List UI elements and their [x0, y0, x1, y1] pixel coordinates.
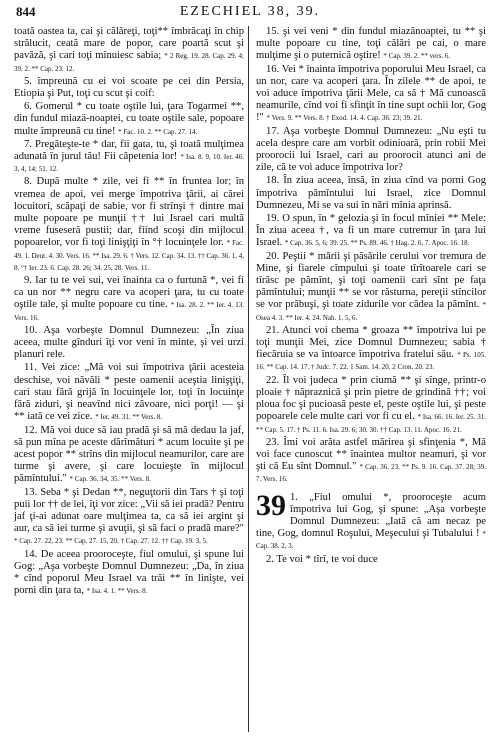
verse-paragraph — [14, 325, 244, 362]
cross-reference: * Cap. 39. 2. ** vers. 6. — [383, 52, 451, 61]
cross-reference: * Isa. 66. 16. Ier. 25. 31. ** Cap. 5. 17. † Ps. 11. 6. Isa. 29. 6; 30. 30. †† Cap. 13. 11. Apoc. 16. 21. — [256, 413, 486, 434]
verse-paragraph — [256, 26, 486, 63]
verse-paragraph — [14, 26, 244, 75]
verse-text: 11. Vei zice: „Mă voi sui împotriva ţării acesteia deschise, voi năvăli * peste oamenii aceştia linişţiţi, cari stau fără grijă în locuinţele lor, toţi în locuinţe fără ziduri, şi neavînd nici zăvoare, nici porţi! — şi ** iată ce vei zice. — [14, 362, 244, 423]
verse-paragraph — [14, 76, 244, 100]
left-column — [14, 26, 244, 598]
cross-reference: * Isa. 8. 9, 10. Ier. 46. 3, 4, 14; 51. 12. — [14, 153, 244, 174]
cross-reference: * Ier. 49. 31. ** Vers. 8. — [95, 413, 163, 422]
right-column — [256, 26, 486, 567]
running-head: EZECHIEL 38, 39. — [179, 4, 321, 19]
verse-text: 23. Îmi voi arăta astfel mărirea şi sfinţenia *, Mă voi face cunoscut ** înaintea multor neamuri, şi vor şti că Eu sînt Domnul." — [256, 436, 486, 473]
column-divider — [248, 26, 249, 732]
cross-reference: * Osea 4. 3. ** Ier. 4. 24. Nah. 1. 5, 6. — [256, 301, 486, 322]
verse-paragraph — [256, 437, 486, 486]
cross-reference: * Cap. 36. 23. ** Ps. 9. 16. Cap. 37. 28; 39. 7. Vers. 16. — [256, 463, 486, 484]
verse-paragraph — [14, 487, 244, 548]
verse-text: 5. împreună cu ei voi scoate pe cei din Persia, Etiopia şi Put, toţi cu scut şi coif: — [14, 75, 244, 100]
verse-text: 19. O spun, în * gelozia şi în focul mîniei ** Mele: În ziua aceea †, va fi un mare cutremur în ţara lui Israel. — [256, 213, 486, 249]
verse-paragraph — [256, 251, 486, 324]
chapter-39-verse-1 — [256, 488, 486, 553]
verse-text: 12. Mă voi duce să iau pradă şi să mă dedau la jaf, să pun mîna pe aceste dărîmături * acum locuite şi pe acest popor ** strîns din mijlocul neamurilor, care are turme şi avere, şi care locuieşte în mijlocul pămîntului." — [14, 424, 244, 485]
verse-text: 16. Vei * înainta împotriva poporului Meu Israel, ca un nor, care va acoperi ţara. În zilele ** de apoi, te voi aduce împotriva ţării Mele, ca să † Mă cunoască neamurile, cînd voi fi sfinţit în tine supt ochii lor, Gog !" — [256, 63, 486, 124]
verse-paragraph — [256, 126, 486, 175]
verse-paragraph — [14, 101, 244, 138]
verse-text: 22. Îl voi judeca * prin ciumă ** şi sînge, printr-o ploaie † năpraznică şi prin pietre de grindină ††; voi ploua foc şi pucioasă peste el, peste oştile lui, şi peste popoarele cele multe cari vor fi cu el. — [256, 374, 486, 423]
verse-paragraph — [256, 325, 486, 374]
cross-reference: * Cap. 36. 5, 6; 39. 25. ** Ps. 89. 46. † Hag. 2. 6, 7. Apoc. 16. 18. — [284, 239, 470, 248]
verse-paragraph — [14, 425, 244, 486]
verse-text: 10. Aşa vorbeşte Domnul Dumnezeu: „În ziua aceea, multe gînduri îţi vor veni în minte, şi vei urzi planuri rele. — [14, 324, 244, 361]
chapter-39-start — [256, 488, 486, 566]
verse-text: 18. În ziua aceea, însă, în ziua cînd va porni Gog împotriva pămîntului lui Israel, zice Domnul Dumnezeu, Mi se va sui în nări mînia aprinsă. — [256, 175, 486, 211]
cross-reference: * 2 Reg. 19. 28. Cap. 29. 4; 39. 2. ** Cap. 23. 12. — [14, 52, 244, 73]
chapter-number: 39 — [256, 488, 286, 522]
verse-text: 15. şi vei veni * din fundul miazănoaptei, tu ** şi multe popoare cu tine, toţi călări pe cai, o mare mulţime şi o puternică oştire! — [256, 26, 486, 62]
verse-text: 7. Pregăteşte-te * dar, fii gata, tu, şi toată mulţimea adunată în jurul tău! Fii căpetenia lor! — [14, 138, 244, 163]
verse-paragraph — [14, 139, 244, 176]
verse-paragraph — [14, 275, 244, 324]
verse-paragraph — [256, 213, 486, 250]
verse-text: 2. Te voi * tîrî, te voi duce — [266, 553, 378, 565]
verse-text: toată oastea ta, cai şi călăreţi, toţi** îmbrăcaţi în chip strălucit, ceată mare de popor, care poartă scut şi pavăză, şi cari toţi mînuiesc sabia; — [14, 26, 244, 62]
cross-reference: * Cap. 36. 34, 35. ** Vers. 8. — [69, 475, 151, 484]
verse-text: 9. Iar tu te vei sui, vei înainta ca o furtună *, vei fi ca un nor ** negru care va acoperi ţara, tu cu toate oştile tale, şi multe popoare cu tine. — [14, 275, 244, 311]
cross-reference: * Fac. 49. 1. Deut. 4. 30. Vers. 16. ** Isa. 29. 6. † Vers. 12. Cap. 34. 13. †† Cap. 36. 1, 4, 8. °† Ier. 23. 6. Cap. 28. 26; 34. 25, 28. Vers. 11. — [14, 239, 244, 272]
verse-text: 13. Seba * şi Dedan **, neguţtorii din Tars † şi toţi puii lor †† de lei, îţi vor zice: „Vii să iei pradă? Pentru jaf ţi-ai adunat oare mulţimea ta, ca să iei argint şi aur, ca să iei turme şi avuţii, şi să faci o pradă mare?" — [14, 486, 244, 535]
verse-text: 14. De aceea prooroceşte, fiul omului, şi spune lui Gog: „Aşa vorbeşte Domnul Dumnezeu: „Da, în ziua * cînd poporul Meu Israel va trăi ** în linişte, vei porni din ţara ta, — [14, 548, 244, 597]
verse-paragraph — [256, 64, 486, 125]
verse-text: 17. Aşa vorbeşte Domnul Dumnezeu: „Nu eşti tu acela despre care am vorbit odinioară, prin robii Mei proorocii lui Israel, cari au proorocit atunci ani de zile, că te voi aduce împotriva lor? — [256, 125, 486, 174]
verse-text: 6. Gomerul * cu toate oştile lui, ţara Togarmei **, din fundul miazä-noaptei, cu toate oştile sale, popoare multe împreună cu tine! — [14, 101, 244, 137]
cross-reference: * Cap. 38. 2, 3. — [256, 530, 486, 551]
verse-paragraph — [14, 362, 244, 423]
cross-reference: * Cap. 27. 22, 23. ** Cap. 27. 15, 20. † Cap. 27. 12. †† Cap. 19. 3, 5. — [14, 537, 208, 546]
verse-paragraph — [256, 375, 486, 436]
page-number: 844 — [16, 4, 36, 19]
verse-text: 8. După multe * zile, vei fi ** în fruntea lor; în vremea de apoi, vei merge împotriva ţării, ai cărei locuitori, scăpaţi de sabie, vor fi strînşi † dintre mai multe popoare pe munţii †† lui Israel cari multă vreme fuseseră pustii; dar, fiind scoşi din mijlocul popoarelor, vor fi toţi linişţiţi în °† locuinţele lor. — [14, 176, 244, 249]
cross-reference: * Isa. 28. 2. ** Ier. 4. 13. Vers. 16. — [14, 301, 245, 322]
verse-paragraph — [256, 175, 486, 212]
verse-text: 1. „Fiul omului *, prooroceşte acum împotriva lui Gog, şi spune: „Aşa vorbeşte Domnul Dumnezeu: „Iată că am necaz pe tine, Gog, domnul Roşului, Meşecului şi Tubalului ! — [256, 491, 486, 540]
chapter-39-verse-2 — [256, 554, 486, 566]
page-header — [16, 4, 484, 22]
cross-reference: * Fac. 10. 2. ** Cap. 27. 14. — [118, 127, 198, 136]
verse-text: 20. Peştii * mării şi păsările cerului vor tremura de Mine, şi fiarele cîmpului şi toate tîrîtoarele cari se tîrăsc pe pămînt, şi toţi oamenii cari sînt pe faţa pămîntului; munţii ** se vor răsturna, pereţii stîncilor se vor prăbuşi, şi toate zidurile vor cădea la pămînt. — [256, 250, 486, 311]
verse-text: 21. Atunci voi chema * groaza ** împotriva lui pe toţi munţii Mei, zice Domnul Dumnezeu; sabia † fiecăruia se va întoarce împotriva fratelui său. — [256, 324, 486, 361]
cross-reference: * Isa. 4. 1. ** Vers. 8. — [86, 587, 148, 596]
verse-paragraph — [14, 549, 244, 598]
verse-paragraph — [14, 176, 244, 274]
cross-reference: * Vers. 9. ** Vers. 8. † Exod. 14. 4. Cap. 36. 23; 39. 21. — [266, 114, 423, 123]
cross-reference: * Ps. 105. 16. ** Cap. 14. 17. † Judc. 7. 22. 1 Sam. 14. 20. 2 Cron. 20. 23. — [256, 351, 486, 372]
